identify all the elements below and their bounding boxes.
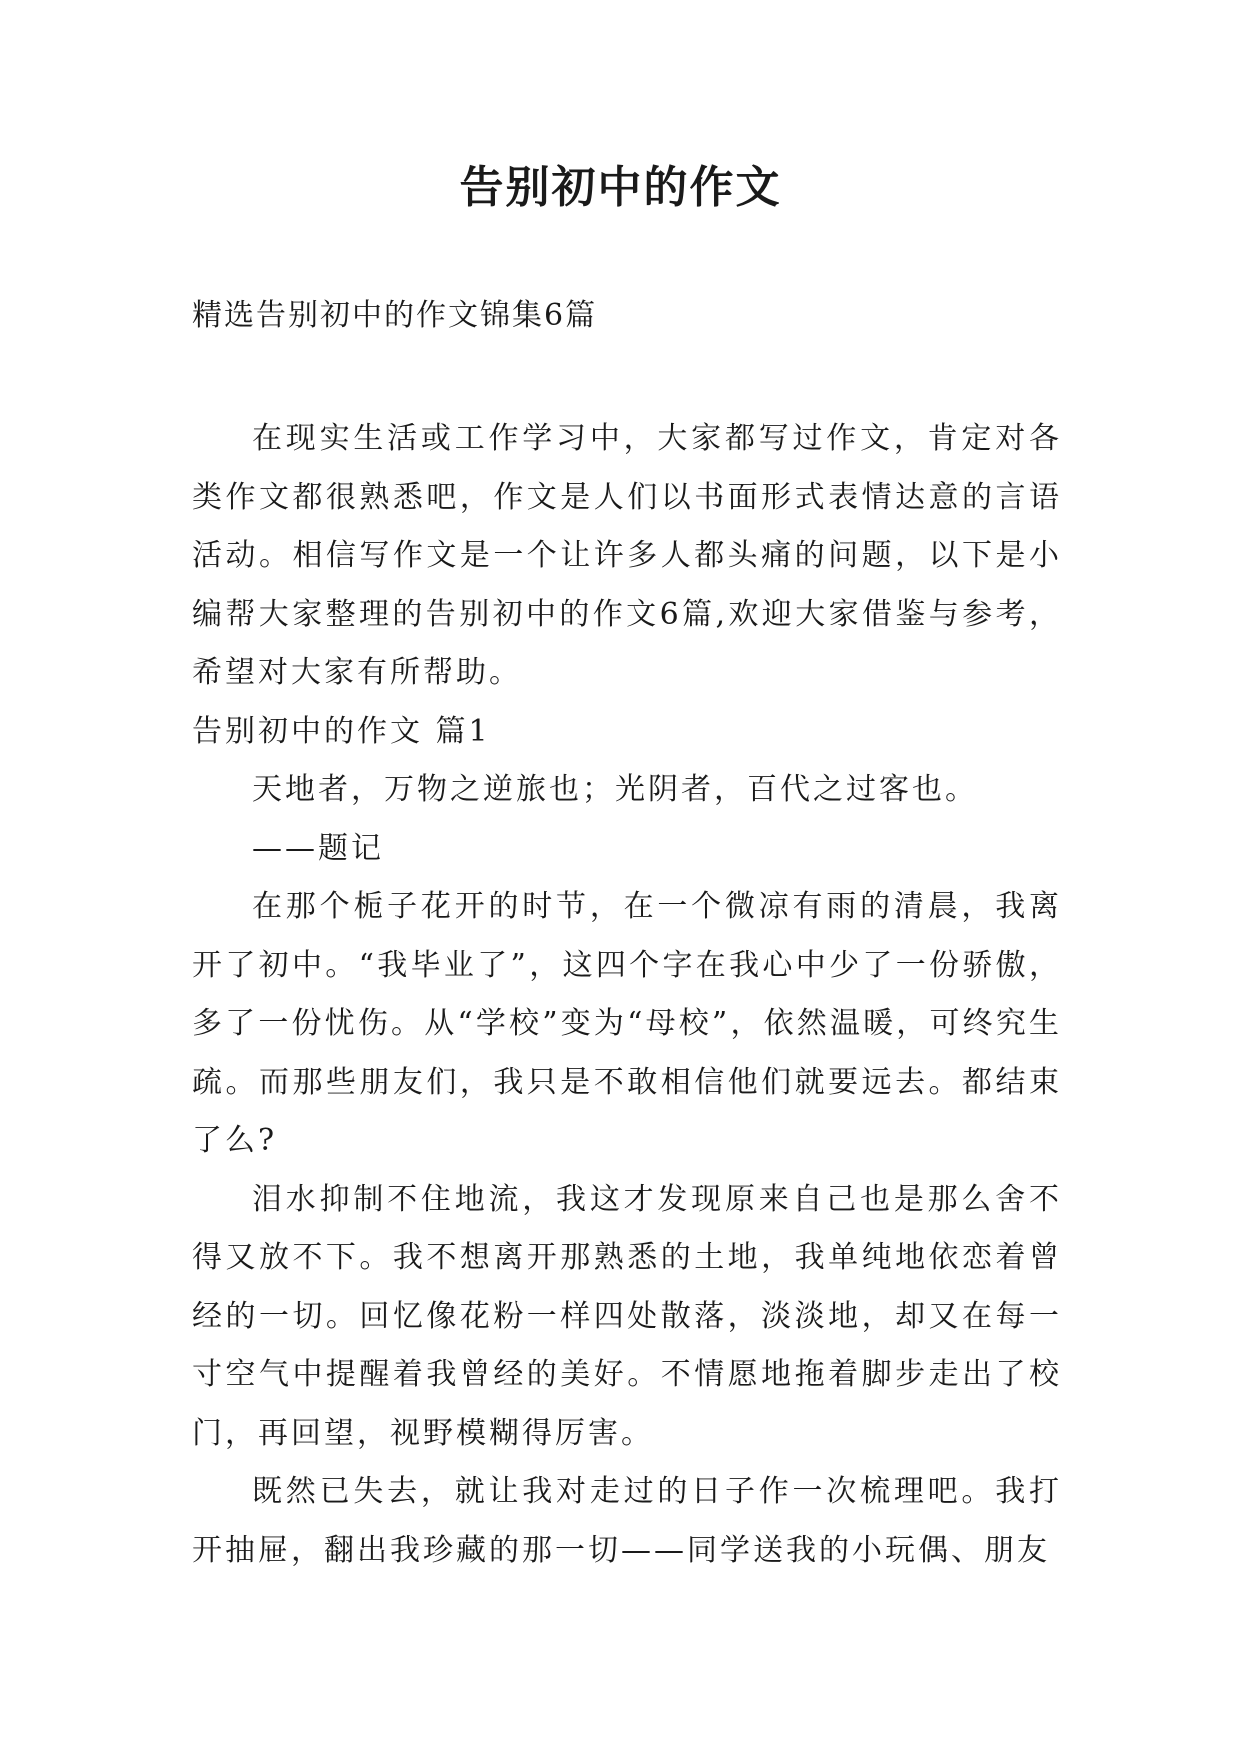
body-paragraph: 既然已失去，就让我对走过的日子作一次梳理吧。我打开抽屉，翻出我珍藏的那一切——同学送我的小玩偶、朋友 [192, 1474, 1062, 1568]
intro-paragraph: 在现实生活或工作学习中，大家都写过作文，肯定对各类作文都很熟悉吧，作文是人们以书面形式表情达意的言语活动。相信写作文是一个让许多人都头痛的问题，以下是小编帮大家整理的告别初中的作文6篇,欢迎大家借鉴与参考，希望对大家有所帮助。 [192, 421, 1062, 690]
inscription-paragraph: ——题记 [252, 830, 384, 866]
document-body [192, 410, 1062, 1580]
body-paragraph: 泪水抑制不住地流，我这才发现原来自己也是那么舍不得又放不下。我不想离开那熟悉的土地，我单纯地依恋着曾经的一切。回忆像花粉一样四处散落，淡淡地，却又在每一寸空气中提醒着我曾经的美好。不情愿地拖着脚步走出了校门，再回望，视野模糊得厉害。 [192, 1181, 1062, 1451]
body-paragraph: 在那个栀子花开的时节，在一个微凉有雨的清晨，我离开了初中。“我毕业了”，这四个字在我心中少了一份骄傲，多了一份忧伤。从“学校”变为“母校”，依然温暖，可终究生疏。而那些朋友们，我只是不敢相信他们就要远去。都结束了么? [192, 889, 1062, 1158]
document-subtitle: 精选告别初中的作文锦集6篇 [192, 298, 598, 333]
document-title: 告别初中的作文 [459, 162, 782, 213]
section-heading: 告别初中的作文 篇1 [192, 713, 491, 749]
quote-paragraph: 天地者，万物之逆旅也；光阴者，百代之过客也。 [252, 772, 978, 807]
